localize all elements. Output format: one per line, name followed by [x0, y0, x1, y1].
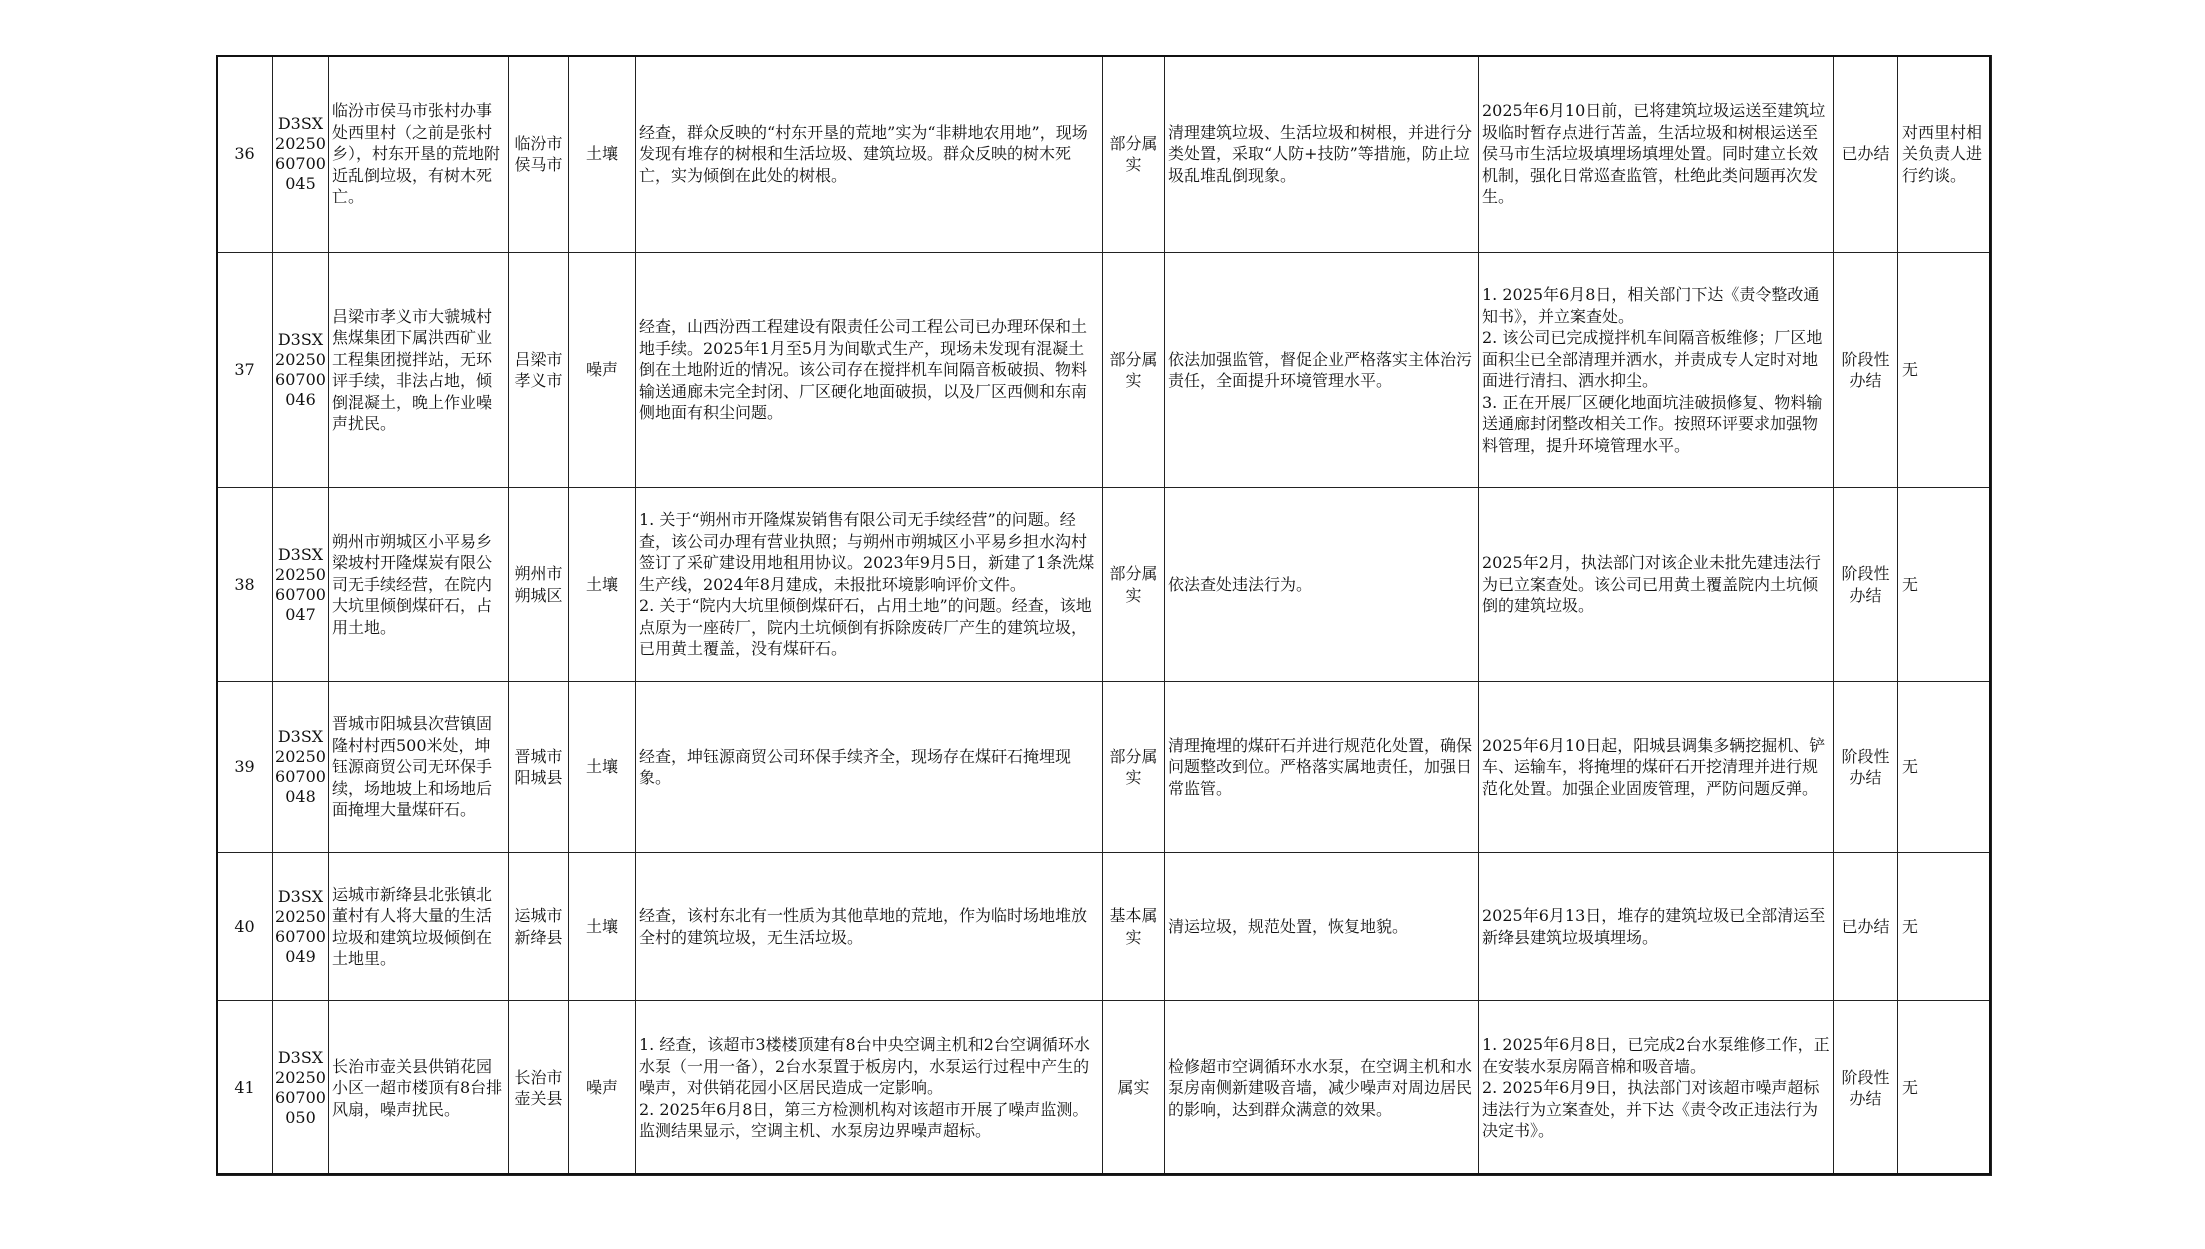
case-status	[1834, 1001, 1898, 1176]
rectification-progress-text: 1. 2025年6月8日，已完成2台水泵维修工作，正在安装水泵房隔音棉和吸音墙。 2. 2025年6月9日，执法部门对该超市噪声超标违法行为立案查处，并下达《责令改正违法行为决定书》。	[1482, 1035, 1830, 1141]
pollution-type-text: 土壤	[585, 574, 618, 594]
investigation-findings-text: 经查，群众反映的“村东开垦的荒地”实为“非耕地农用地”，现场发现有堆存的树根和生活垃圾、建筑垃圾。群众反映的树木死亡，实为倾倒在此处的树根。	[639, 122, 1088, 185]
case-status-text: 阶段性办结	[1841, 1067, 1890, 1108]
complaint-content-text: 晋城市阳城县次营镇固隆村村西500米处，坤钰源商贸公司无环保手续，场地坡上和场地后面掩埋大量煤矸石。	[332, 714, 493, 820]
row-number-text: 40	[234, 916, 255, 936]
investigation-findings	[636, 853, 1103, 1001]
administrative-region	[509, 853, 569, 1001]
rectification-progress	[1479, 682, 1834, 853]
table-row	[217, 56, 1992, 253]
row-number-text: 39	[234, 757, 255, 777]
pollution-type-text: 噪声	[585, 360, 618, 380]
verification-result	[1103, 682, 1165, 853]
complaint-content	[329, 56, 509, 253]
rectification-progress	[1479, 56, 1834, 253]
accountability-text: 无	[1902, 1078, 1919, 1098]
rectification-measures-text: 清运垃圾，规范处置，恢复地貌。	[1168, 916, 1409, 936]
investigation-findings	[636, 56, 1103, 253]
verification-result	[1103, 56, 1165, 253]
case-status	[1834, 56, 1898, 253]
case-code	[273, 56, 329, 253]
verification-result-text: 部分属实	[1109, 564, 1158, 605]
investigation-findings	[636, 253, 1103, 488]
verification-result-text: 属实	[1117, 1078, 1150, 1098]
complaint-content	[329, 1001, 509, 1176]
table-row	[217, 488, 1992, 682]
table-row	[217, 1001, 1992, 1176]
row-number	[217, 1001, 273, 1176]
administrative-region-text: 运城市新绛县	[514, 906, 563, 947]
rectification-measures	[1165, 682, 1479, 853]
investigation-findings	[636, 488, 1103, 682]
accountability	[1898, 56, 1992, 253]
pollution-type-text: 土壤	[585, 757, 618, 777]
accountability-text: 对西里村相关负责人进行约谈。	[1902, 122, 1983, 185]
case-code	[273, 488, 329, 682]
verification-result	[1103, 253, 1165, 488]
investigation-findings-text: 1. 经查，该超市3楼楼顶建有8台中央空调主机和2台空调循环水水泵（一用一备），2台水泵置于板房内，水泵运行过程中产生的噪声，对供销花园小区居民造成一定影响。 2. 2025年6月8日，第三方检测机构对该超市开展了噪声监测。监测结果显示，空调主机、水泵房边界噪声超标。	[639, 1035, 1090, 1141]
rectification-progress	[1479, 853, 1834, 1001]
accountability-text: 无	[1902, 360, 1919, 380]
verification-result-text: 部分属实	[1109, 133, 1158, 174]
case-code-text: D3SX2025060700047	[275, 544, 326, 624]
accountability	[1898, 253, 1992, 488]
administrative-region	[509, 56, 569, 253]
complaint-table	[216, 55, 1992, 1176]
verification-result-text: 部分属实	[1109, 349, 1158, 390]
row-number-text: 36	[234, 144, 255, 164]
case-status-text: 阶段性办结	[1841, 746, 1890, 787]
complaint-content-text: 长治市壶关县供销花园小区一超市楼顶有8台排风扇，噪声扰民。	[332, 1056, 503, 1119]
pollution-type	[569, 488, 636, 682]
administrative-region	[509, 682, 569, 853]
administrative-region-text: 临汾市侯马市	[514, 133, 563, 174]
table-row	[217, 853, 1992, 1001]
case-code-text: D3SX2025060700046	[275, 330, 326, 409]
rectification-measures-text: 检修超市空调循环水水泵，在空调主机和水泵房南侧新建吸音墙，减少噪声对周边居民的影响，达到群众满意的效果。	[1168, 1056, 1473, 1119]
case-code	[273, 682, 329, 853]
rectification-measures	[1165, 488, 1479, 682]
pollution-type-text: 土壤	[585, 144, 618, 164]
administrative-region-text: 吕梁市孝义市	[514, 349, 563, 390]
table-body	[217, 56, 1992, 1176]
rectification-measures	[1165, 1001, 1479, 1176]
row-number	[217, 253, 273, 488]
case-code	[273, 1001, 329, 1176]
investigation-findings	[636, 682, 1103, 853]
case-status	[1834, 488, 1898, 682]
case-status-text: 已办结	[1841, 144, 1890, 164]
accountability-text: 无	[1902, 757, 1919, 777]
rectification-progress-text: 1. 2025年6月8日，相关部门下达《责令整改通知书》，并立案查处。 2. 该公司已完成搅拌机车间隔音板维修；厂区地面积尘已全部清理并洒水，并责成专人定时对地面进行清扫、洒水抑尘。 3. 正在开展厂区硬化地面坑洼破损修复、物料输送通廊封闭整改相关工作。按照环评要求加强物料管理，提升环境管理水平。	[1482, 285, 1823, 455]
administrative-region	[509, 1001, 569, 1176]
rectification-measures	[1165, 253, 1479, 488]
complaint-content-text: 吕梁市孝义市大虢城村焦煤集团下属洪西矿业工程集团搅拌站，无环评手续，非法占地，倾倒混凝土，晚上作业噪声扰民。	[332, 306, 493, 433]
case-status	[1834, 253, 1898, 488]
investigation-findings-text: 经查，该村东北有一性质为其他草地的荒地，作为临时场地堆放全村的建筑垃圾，无生活垃圾。	[639, 906, 1088, 947]
case-code	[273, 253, 329, 488]
rectification-progress-text: 2025年6月10日起，阳城县调集多辆挖掘机、铲车、运输车，将掩埋的煤矸石开挖清理并进行规范化处置。加强企业固废管理，严防问题反弹。	[1482, 735, 1826, 798]
investigation-findings-text: 经查，山西汾西工程建设有限责任公司工程公司已办理环保和土地手续。2025年1月至5月为间歇式生产，现场未发现有混凝土倒在土地附近的情况。该公司存在搅拌机车间隔音板破损、物料输送通廊未完全封闭、厂区硬化地面破损，以及厂区西侧和东南侧地面有积尘问题。	[639, 317, 1088, 423]
case-status	[1834, 853, 1898, 1001]
verification-result	[1103, 1001, 1165, 1176]
case-status	[1834, 682, 1898, 853]
accountability	[1898, 853, 1992, 1001]
administrative-region-text: 晋城市阳城县	[514, 746, 563, 787]
rectification-measures	[1165, 853, 1479, 1001]
rectification-progress-text: 2025年6月13日，堆存的建筑垃圾已全部清运至新绛县建筑垃圾填埋场。	[1482, 906, 1826, 947]
administrative-region	[509, 488, 569, 682]
rectification-measures-text: 依法查处违法行为。	[1168, 574, 1313, 594]
complaint-content	[329, 253, 509, 488]
case-status-text: 阶段性办结	[1841, 349, 1890, 390]
case-code-text: D3SX2025060700045	[275, 114, 326, 193]
complaint-content-text: 临汾市侯马市张村办事处西里村（之前是张村乡），村东开垦的荒地附近乱倒垃圾，有树木死亡。	[332, 101, 501, 207]
case-code-text: D3SX2025060700048	[275, 727, 326, 806]
rectification-measures-text: 依法加强监管，督促企业严格落实主体治污责任，全面提升环境管理水平。	[1168, 349, 1473, 390]
pollution-type	[569, 1001, 636, 1176]
row-number	[217, 56, 273, 253]
row-number-text: 41	[234, 1078, 255, 1098]
table-row	[217, 682, 1992, 853]
accountability	[1898, 488, 1992, 682]
complaint-content-text: 运城市新绛县北张镇北董村有人将大量的生活垃圾和建筑垃圾倾倒在土地里。	[332, 884, 493, 968]
verification-result	[1103, 488, 1165, 682]
accountability	[1898, 1001, 1992, 1176]
rectification-measures-text: 清理掩埋的煤矸石并进行规范化处置，确保问题整改到位。严格落实属地责任，加强日常监管。	[1168, 735, 1473, 798]
investigation-findings-text: 经查，坤钰源商贸公司环保手续齐全，现场存在煤矸石掩埋现象。	[639, 746, 1072, 787]
complaint-content	[329, 488, 509, 682]
administrative-region-text: 朔州市朔城区	[514, 564, 563, 605]
accountability-text: 无	[1902, 916, 1919, 936]
pollution-type	[569, 853, 636, 1001]
rectification-progress	[1479, 488, 1834, 682]
investigation-findings	[636, 1001, 1103, 1176]
table-row	[217, 253, 1992, 488]
rectification-measures-text: 清理建筑垃圾、生活垃圾和树根，并进行分类处置，采取“人防+技防”等措施，防止垃圾乱堆乱倒现象。	[1168, 122, 1473, 185]
rectification-progress	[1479, 253, 1834, 488]
case-status-text: 已办结	[1841, 916, 1890, 936]
accountability-text: 无	[1902, 574, 1919, 594]
case-status-text: 阶段性办结	[1841, 564, 1890, 605]
pollution-type	[569, 56, 636, 253]
pollution-type	[569, 682, 636, 853]
complaint-content	[329, 682, 509, 853]
pollution-type-text: 噪声	[585, 1078, 618, 1098]
rectification-measures	[1165, 56, 1479, 253]
row-number-text: 38	[234, 574, 255, 594]
row-number	[217, 682, 273, 853]
accountability	[1898, 682, 1992, 853]
case-code	[273, 853, 329, 1001]
verification-result-text: 部分属实	[1109, 746, 1158, 787]
row-number	[217, 488, 273, 682]
rectification-progress-text: 2025年2月，执法部门对该企业未批先建违法行为已立案查处。该公司已用黄土覆盖院内土坑倾倒的建筑垃圾。	[1482, 553, 1821, 616]
administrative-region-text: 长治市壶关县	[514, 1067, 563, 1108]
verification-result-text: 基本属实	[1109, 906, 1158, 947]
complaint-content	[329, 853, 509, 1001]
case-code-text: D3SX2025060700050	[275, 1048, 326, 1127]
investigation-findings-text: 1. 关于“朔州市开隆煤炭销售有限公司无手续经营”的问题。经查，该公司办理有营业执照；与朔州市朔城区小平易乡担水沟村签订了采矿建设用地租用协议。2023年9月5日，新建了1条洗煤生产线，2024年8月建成，未报批环境影响评价文件。 2. 关于“院内大坑里倾倒煤矸石，占用土地”的问题。经查，该地点原为一座砖厂，院内土坑倾倒有拆除废砖厂产生的建筑垃圾，已用黄土覆盖，没有煤矸石。	[639, 510, 1095, 659]
rectification-progress	[1479, 1001, 1834, 1176]
pollution-type	[569, 253, 636, 488]
row-number	[217, 853, 273, 1001]
administrative-region	[509, 253, 569, 488]
case-code-text: D3SX2025060700049	[275, 886, 326, 966]
verification-result	[1103, 853, 1165, 1001]
pollution-type-text: 土壤	[585, 916, 618, 936]
complaint-content-text: 朔州市朔城区小平易乡梁坡村开隆煤炭有限公司无手续经营，在院内大坑里倾倒煤矸石，占用土地。	[332, 531, 493, 637]
rectification-progress-text: 2025年6月10日前，已将建筑垃圾运送至建筑垃圾临时暂存点进行苫盖，生活垃圾和树根运送至侯马市生活垃圾填埋场填埋处置。同时建立长效机制，强化日常巡查监管，杜绝此类问题再次发生。	[1482, 101, 1826, 207]
row-number-text: 37	[234, 360, 255, 380]
